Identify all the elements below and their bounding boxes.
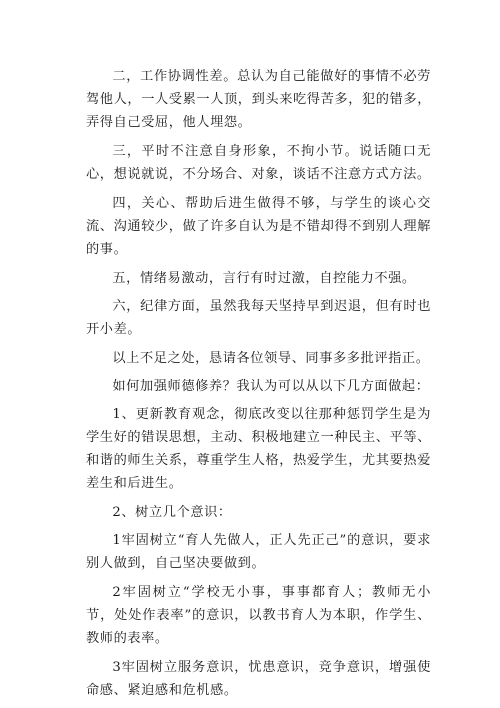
paragraph-point-2-heading: 2、树立几个意识： [112, 505, 232, 520]
paragraph-weakness-6: 六，纪律方面，虽然我每天坚持早到迟退，但有时也开小差。 [86, 299, 431, 337]
paragraph-awareness-3: 3牢固树立服务意识，忧患意识，竞争意识，增强使命感、紧迫感和危机感。 [86, 660, 431, 698]
paragraph-how-to-improve: 如何加强师德修养？我认为可以从以下几方面做起： [112, 379, 430, 394]
paragraph-weakness-5: 五，情绪易激动，言行有时过激，自控能力不强。 [112, 271, 416, 286]
paragraph-weakness-3: 三，平时不注意自身形象，不拘小节。说话随口无心，想说就说，不分场合、对象，谈话不注意方式方法。 [86, 144, 431, 182]
paragraph-request-feedback: 以上不足之处，恳请各位领导、同事多多批评指正。 [112, 351, 430, 366]
paragraph-weakness-4: 四，关心、帮助后进生做得不够，与学生的谈心交流、沟通较少，做了许多自认为是不错却得不到别人理解的事。 [86, 196, 431, 257]
paragraph-awareness-1: 1牢固树立“育人先做人，正人先正己”的意识，要求别人做到，自己坚决要做到。 [86, 533, 431, 571]
paragraph-weakness-2: 二，工作协调性差。总认为自己能做好的事情不必劳驾他人，一人受累一人顶，到头来吃得苦多，犯的错多，弄得自己受屈，他人埋怨。 [86, 69, 431, 130]
paragraph-awareness-2: 2牢固树立“学校无小事，事事都育人；教师无小节，处处作表率”的意识，以教书育人为本职，作学生、教师的表率。 [86, 585, 431, 646]
document-body [86, 65, 431, 708]
paragraph-point-1: 1、更新教育观念，彻底改变以往那种惩罚学生是为学生好的错误思想，主动、积极地建立一种民主、平等、和谐的师生关系，尊重学生人格，热爱学生，尤其要热爱差生和后进生。 [86, 407, 431, 491]
